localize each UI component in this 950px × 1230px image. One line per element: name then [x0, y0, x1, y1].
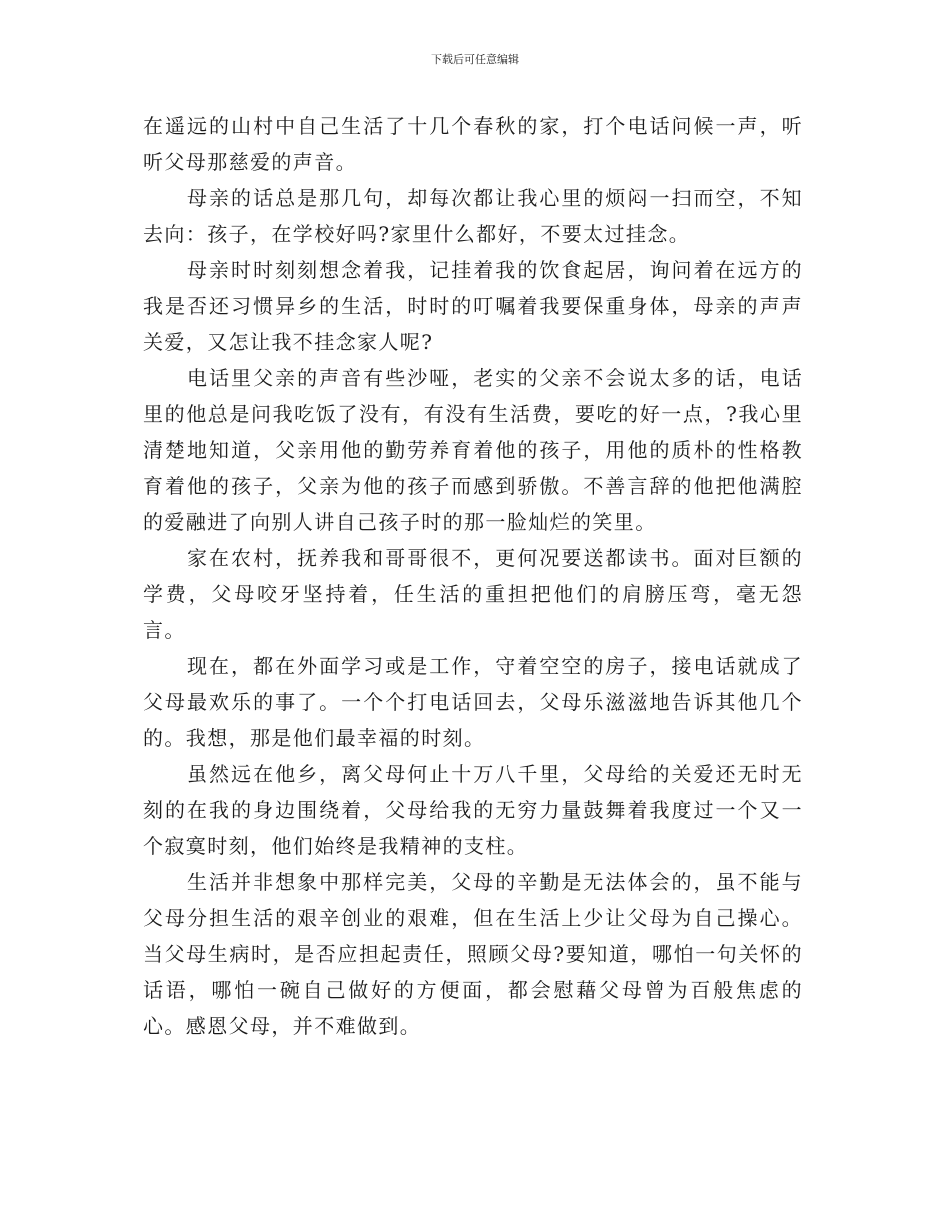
paragraph: 母亲时时刻刻想念着我，记挂着我的饮食起居，询问着在远方的我是否还习惯异乡的生活，时时的叮嘱着我要保重身体，母亲的声声关爱，又怎让我不挂念家人呢? — [143, 258, 803, 354]
page-header: 下载后可任意编辑 — [431, 53, 519, 66]
paragraph: 母亲的话总是那几句，却每次都让我心里的烦闷一扫而空，不知去向：孩子，在学校好吗?家里什么都好，不要太过挂念。 — [143, 186, 803, 246]
document-body — [143, 108, 803, 1044]
paragraph: 生活并非想象中那样完美，父母的辛勤是无法体会的，虽不能与父母分担生活的艰辛创业的艰难，但在生活上少让父母为自己操心。当父母生病时，是否应担起责任，照顾父母?要知道，哪怕一句关怀的话语，哪怕一碗自己做好的方便面，都会慰藉父母曾为百般焦虑的心。感恩父母，并不难做到。 — [143, 870, 803, 1038]
paragraph: 在遥远的山村中自己生活了十几个春秋的家，打个电话问候一声，听听父母那慈爱的声音。 — [143, 114, 803, 174]
paragraph: 现在，都在外面学习或是工作，守着空空的房子，接电话就成了父母最欢乐的事了。一个个打电话回去，父母乐滋滋地告诉其他几个的。我想，那是他们最幸福的时刻。 — [143, 654, 803, 750]
paragraph: 家在农村，抚养我和哥哥很不，更何况要送都读书。面对巨额的学费，父母咬牙坚持着，任生活的重担把他们的肩膀压弯，毫无怨言。 — [143, 546, 803, 642]
paragraph: 虽然远在他乡，离父母何止十万八千里，父母给的关爱还无时无刻的在我的身边围绕着，父母给我的无穷力量鼓舞着我度过一个又一个寂寞时刻，他们始终是我精神的支柱。 — [143, 762, 803, 858]
paragraph: 电话里父亲的声音有些沙哑，老实的父亲不会说太多的话，电话里的他总是问我吃饭了没有，有没有生活费，要吃的好一点，?我心里清楚地知道，父亲用他的勤劳养育着他的孩子，用他的质朴的性格教育着他的孩子，父亲为他的孩子而感到骄傲。不善言辞的他把他满腔的爱融进了向别人讲自己孩子时的那一脸灿烂的笑里。 — [143, 366, 803, 534]
